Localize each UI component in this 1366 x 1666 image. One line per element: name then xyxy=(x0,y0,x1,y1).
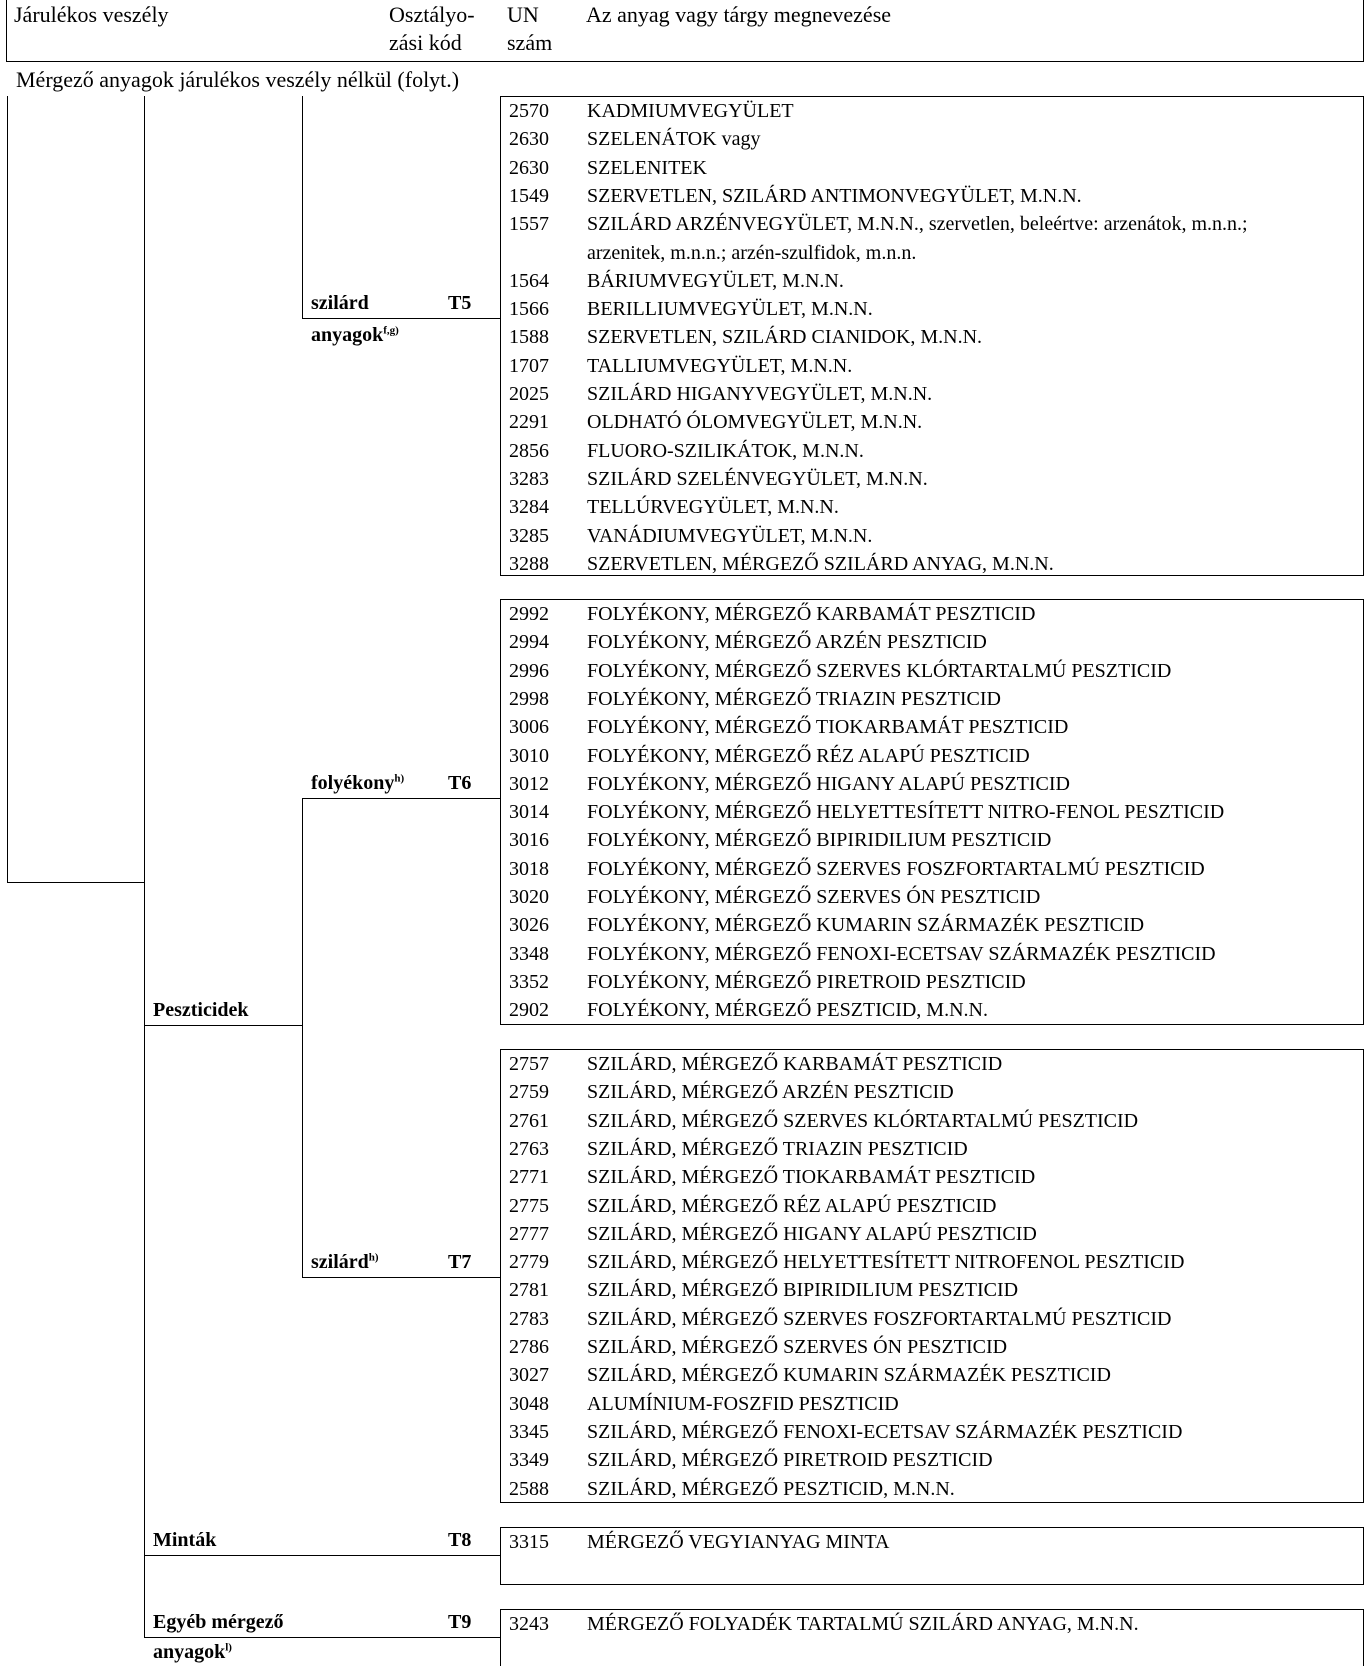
substance-name: SZILÁRD, MÉRGEZŐ ARZÉN PESZTICID xyxy=(587,1081,954,1104)
un-number: 3285 xyxy=(509,524,549,547)
list-item xyxy=(501,1050,1361,1078)
substance-name: TELLÚRVEGYÜLET, M.N.N. xyxy=(587,496,839,519)
un-number: 3014 xyxy=(509,801,549,824)
un-number: 3016 xyxy=(509,829,549,852)
substance-name: FOLYÉKONY, MÉRGEZŐ KARBAMÁT PESZTICID xyxy=(587,603,1036,625)
list-item xyxy=(501,1418,1361,1446)
code-t8: T8 xyxy=(448,1529,472,1551)
substance-name: SZILÁRD, MÉRGEZŐ PIRETROID PESZTICID xyxy=(587,1449,993,1472)
label-szilard-anyagok-line1: szilárd xyxy=(311,292,369,314)
label-mintak: Minták xyxy=(153,1529,217,1551)
substance-name: SZILÁRD HIGANYVEGYÜLET, M.N.N. xyxy=(587,383,933,405)
list-item xyxy=(501,1361,1361,1389)
un-number: 2588 xyxy=(509,1477,549,1500)
list-item xyxy=(501,1446,1361,1474)
list-item xyxy=(501,1528,1361,1556)
label-egyeb-line1: Egyéb mérgező xyxy=(153,1611,284,1633)
list-item xyxy=(501,437,1361,465)
list-item xyxy=(501,1276,1361,1304)
un-number: 2775 xyxy=(509,1194,549,1217)
un-number: 3288 xyxy=(509,552,549,575)
list-item xyxy=(501,628,1361,656)
substance-name: FOLYÉKONY, MÉRGEZŐ TRIAZIN PESZTICID xyxy=(587,687,1001,710)
footnote-fg: f,g) xyxy=(383,324,399,337)
header-col-hazard: Járulékos veszély xyxy=(14,2,169,27)
list-item xyxy=(501,125,1361,153)
list-box-t7 xyxy=(500,1049,1364,1503)
un-number: 1549 xyxy=(509,184,549,207)
list-item xyxy=(501,352,1361,380)
un-number: 2992 xyxy=(509,603,549,625)
un-number: 1707 xyxy=(509,354,549,377)
substance-name: FOLYÉKONY, MÉRGEZŐ KUMARIN SZÁRMAZÉK PESZTICID xyxy=(587,914,1145,937)
substance-name: BÁRIUMVEGYÜLET, M.N.N. xyxy=(587,269,844,292)
list-item xyxy=(501,968,1361,996)
list-item xyxy=(501,97,1361,125)
substance-name: OLDHATÓ ÓLOMVEGYÜLET, M.N.N. xyxy=(587,411,923,434)
list-item xyxy=(501,550,1361,578)
label-szilard-anyagok-line2: anyagok$^{f,g)}$ xyxy=(311,324,399,346)
list-item xyxy=(501,996,1361,1024)
substance-name: FOLYÉKONY, MÉRGEZŐ FENOXI-ECETSAV SZÁRMAZÉK PESZTICID xyxy=(587,942,1216,965)
header-col-un-line2: szám xyxy=(507,30,553,55)
label-folyekony: folyékony$^{h)}$ xyxy=(311,772,405,794)
un-number: 2291 xyxy=(509,411,549,434)
substance-name: SZILÁRD, MÉRGEZŐ SZERVES KLÓRTARTALMÚ PESZTICID xyxy=(587,1109,1139,1132)
tree-line-outer-left xyxy=(7,96,8,883)
substance-name: FOLYÉKONY, MÉRGEZŐ SZERVES FOSZFORTARTALMÚ PESZTICID xyxy=(587,857,1205,880)
un-number: 1588 xyxy=(509,326,549,349)
tree-line-pesticide-branch xyxy=(144,1025,302,1026)
substance-name: FOLYÉKONY, MÉRGEZŐ PESZTICID, M.N.N. xyxy=(587,999,988,1022)
un-number: 3315 xyxy=(509,1531,549,1553)
list-box-t6 xyxy=(500,599,1364,1025)
substance-name: SZILÁRD, MÉRGEZŐ KUMARIN SZÁRMAZÉK PESZTICID xyxy=(587,1364,1111,1387)
tree-line-level2 xyxy=(144,96,145,1638)
footnote-h-solid: h) xyxy=(368,1251,379,1264)
un-number: 2630 xyxy=(509,156,549,179)
substance-name: SZILÁRD, MÉRGEZŐ RÉZ ALAPÚ PESZTICID xyxy=(587,1194,997,1217)
substance-name: SZERVETLEN, MÉRGEZŐ SZILÁRD ANYAG, M.N.N. xyxy=(587,552,1054,575)
code-t7: T7 xyxy=(448,1251,472,1273)
list-item xyxy=(501,380,1361,408)
un-number: 3284 xyxy=(509,496,549,519)
list-item xyxy=(501,657,1361,685)
list-item xyxy=(501,323,1361,351)
list-box-t5 xyxy=(500,96,1364,576)
substance-name: SZILÁRD, MÉRGEZŐ HIGANY ALAPÚ PESZTICID xyxy=(587,1222,1037,1245)
substance-name: FOLYÉKONY, MÉRGEZŐ BIPIRIDILIUM PESZTICID xyxy=(587,829,1052,852)
substance-name: FLUORO-SZILIKÁTOK, M.N.N. xyxy=(587,439,864,462)
substance-name: FOLYÉKONY, MÉRGEZŐ PIRETROID PESZTICID xyxy=(587,970,1026,993)
un-number: 3048 xyxy=(509,1392,549,1415)
list-item xyxy=(501,493,1361,521)
un-number: 2856 xyxy=(509,439,549,462)
header-col-code-line2: zási kód xyxy=(389,30,462,55)
list-item xyxy=(501,1333,1361,1361)
list-item xyxy=(501,600,1361,628)
list-item xyxy=(501,465,1361,493)
substance-name: SZILÁRD, MÉRGEZŐ PESZTICID, M.N.N. xyxy=(587,1477,955,1500)
list-item xyxy=(501,1305,1361,1333)
un-number: 1564 xyxy=(509,269,549,292)
un-number: 2763 xyxy=(509,1137,549,1160)
un-number: 2630 xyxy=(509,128,549,151)
un-number: 1557 xyxy=(509,213,549,236)
substance-name: FOLYÉKONY, MÉRGEZŐ SZERVES ÓN PESZTICID xyxy=(587,886,1041,908)
substance-name: SZILÁRD, MÉRGEZŐ BIPIRIDILIUM PESZTICID xyxy=(587,1279,1019,1302)
substance-name: SZERVETLEN, SZILÁRD CIANIDOK, M.N.N. xyxy=(587,326,983,349)
tree-line-t9-branch xyxy=(144,1637,500,1638)
tree-line-outer-bottom xyxy=(7,882,144,883)
substance-name: SZILÁRD SZELÉNVEGYÜLET, M.N.N. xyxy=(587,467,928,490)
un-number: 3018 xyxy=(509,857,549,880)
substance-name: FOLYÉKONY, MÉRGEZŐ RÉZ ALAPÚ PESZTICID xyxy=(587,744,1030,767)
list-item xyxy=(501,1390,1361,1418)
substance-name: MÉRGEZŐ FOLYADÉK TARTALMÚ SZILÁRD ANYAG, M.N.N. xyxy=(587,1613,1139,1635)
list-item xyxy=(501,798,1361,826)
list-item xyxy=(501,826,1361,854)
substance-name: arzenitek, m.n.n.; arzén-szulfidok, m.n.n. xyxy=(587,241,917,264)
list-item xyxy=(501,713,1361,741)
un-number: 3349 xyxy=(509,1449,549,1472)
un-number: 2757 xyxy=(509,1053,549,1075)
list-item xyxy=(501,742,1361,770)
list-item xyxy=(501,685,1361,713)
substance-name: SZERVETLEN, SZILÁRD ANTIMONVEGYÜLET, M.N.N. xyxy=(587,184,1082,207)
substance-name: SZELENITEK xyxy=(587,156,707,179)
substance-name: FOLYÉKONY, MÉRGEZŐ SZERVES KLÓRTARTALMÚ PESZTICID xyxy=(587,659,1172,682)
substance-name: VANÁDIUMVEGYÜLET, M.N.N. xyxy=(587,524,873,547)
list-item xyxy=(501,154,1361,182)
list-item xyxy=(501,267,1361,295)
un-number: 3352 xyxy=(509,970,549,993)
un-number: 2996 xyxy=(509,659,549,682)
substance-name: FOLYÉKONY, MÉRGEZŐ HELYETTESÍTETT NITRO-FENOL PESZTICID xyxy=(587,801,1225,824)
list-box-t9 xyxy=(500,1609,1364,1666)
substance-name: TALLIUMVEGYÜLET, M.N.N. xyxy=(587,354,853,377)
list-item xyxy=(501,1220,1361,1248)
list-item xyxy=(501,883,1361,911)
list-item xyxy=(501,239,1361,267)
substance-name: SZILÁRD, MÉRGEZŐ TIOKARBAMÁT PESZTICID xyxy=(587,1166,1036,1189)
list-item xyxy=(501,770,1361,798)
substance-name: MÉRGEZŐ VEGYIANYAG MINTA xyxy=(587,1531,890,1553)
list-item xyxy=(501,1248,1361,1276)
list-box-t8 xyxy=(500,1527,1364,1585)
un-number: 2777 xyxy=(509,1222,549,1245)
list-item xyxy=(501,295,1361,323)
tree-line-t8-branch xyxy=(144,1555,500,1556)
un-number: 3012 xyxy=(509,772,549,795)
un-number: 3027 xyxy=(509,1364,549,1387)
list-item xyxy=(501,1475,1361,1503)
substance-name: FOLYÉKONY, MÉRGEZŐ ARZÉN PESZTICID xyxy=(587,631,987,654)
footnote-h-liquid: h) xyxy=(394,772,405,785)
un-number: 2781 xyxy=(509,1279,549,1302)
list-item xyxy=(501,182,1361,210)
un-number: 2783 xyxy=(509,1307,549,1330)
list-item xyxy=(501,1107,1361,1135)
un-number: 3020 xyxy=(509,886,549,908)
list-item xyxy=(501,940,1361,968)
un-number: 3010 xyxy=(509,744,549,767)
list-item xyxy=(501,1163,1361,1191)
header-col-code-line1: Osztályo- xyxy=(389,2,475,27)
tree-line-t6-branch xyxy=(302,798,500,799)
label-szilard: szilárd$^{h)}$ xyxy=(311,1251,379,1273)
un-number: 2759 xyxy=(509,1081,549,1104)
list-item xyxy=(501,522,1361,550)
tree-line-pesticide-stem xyxy=(302,798,303,1278)
list-item xyxy=(501,408,1361,436)
header-col-un-line1: UN xyxy=(507,2,539,27)
list-item xyxy=(501,911,1361,939)
header-col-name: Az anyag vagy tárgy megnevezése xyxy=(586,2,892,27)
un-number: 2025 xyxy=(509,383,549,405)
un-number: 2786 xyxy=(509,1336,549,1358)
label-peszticidek: Peszticidek xyxy=(153,999,249,1021)
un-number: 1566 xyxy=(509,298,549,321)
un-number: 3243 xyxy=(509,1613,549,1635)
list-item xyxy=(501,210,1361,238)
un-number: 2779 xyxy=(509,1251,549,1274)
tree-line-t5-stem xyxy=(302,96,303,319)
substance-name: SZILÁRD, MÉRGEZŐ SZERVES FOSZFORTARTALMÚ PESZTICID xyxy=(587,1307,1172,1330)
un-number: 2902 xyxy=(509,999,549,1022)
list-item xyxy=(501,1078,1361,1106)
list-item xyxy=(501,1135,1361,1163)
un-number: 3283 xyxy=(509,467,549,490)
un-number: 3348 xyxy=(509,942,549,965)
un-number: 3345 xyxy=(509,1420,549,1443)
substance-name: SZILÁRD, MÉRGEZŐ TRIAZIN PESZTICID xyxy=(587,1137,968,1160)
substance-name: SZILÁRD, MÉRGEZŐ FENOXI-ECETSAV SZÁRMAZÉK PESZTICID xyxy=(587,1420,1183,1443)
substance-name: SZILÁRD, MÉRGEZŐ HELYETTESÍTETT NITROFENOL PESZTICID xyxy=(587,1251,1185,1274)
substance-name: SZILÁRD, MÉRGEZŐ KARBAMÁT PESZTICID xyxy=(587,1053,1003,1075)
un-number: 2998 xyxy=(509,687,549,710)
code-t5: T5 xyxy=(448,292,472,314)
code-t6: T6 xyxy=(448,772,472,794)
section-title: Mérgező anyagok járulékos veszély nélkül (folyt.) xyxy=(16,67,460,92)
tree-line-t7-branch xyxy=(302,1277,500,1278)
label-egyeb-line2: anyagok$^{l)}$ xyxy=(153,1641,232,1663)
un-number: 2761 xyxy=(509,1109,549,1132)
tree-line-t5-branch xyxy=(302,318,500,319)
list-item xyxy=(501,1610,1361,1638)
substance-name: FOLYÉKONY, MÉRGEZŐ HIGANY ALAPÚ PESZTICID xyxy=(587,772,1070,795)
substance-name: BERILLIUMVEGYÜLET, M.N.N. xyxy=(587,298,873,321)
code-t9: T9 xyxy=(448,1611,472,1633)
list-item xyxy=(501,855,1361,883)
substance-name: SZILÁRD ARZÉNVEGYÜLET, M.N.N., szervetlen, beleértve: arzenátok, m.n.n.; xyxy=(587,213,1248,236)
substance-name: FOLYÉKONY, MÉRGEZŐ TIOKARBAMÁT PESZTICID xyxy=(587,716,1069,739)
un-number: 2570 xyxy=(509,100,549,122)
un-number: 2771 xyxy=(509,1166,549,1189)
list-item xyxy=(501,1192,1361,1220)
un-number: 2994 xyxy=(509,631,549,654)
un-number: 3026 xyxy=(509,914,549,937)
un-number: 3006 xyxy=(509,716,549,739)
substance-name: ALUMÍNIUM-FOSZFID PESZTICID xyxy=(587,1392,899,1415)
substance-name: SZELENÁTOK vagy xyxy=(587,128,761,151)
substance-name: SZILÁRD, MÉRGEZŐ SZERVES ÓN PESZTICID xyxy=(587,1336,1008,1358)
footnote-l: l) xyxy=(225,1641,232,1654)
substance-name: KADMIUMVEGYÜLET xyxy=(587,100,794,122)
